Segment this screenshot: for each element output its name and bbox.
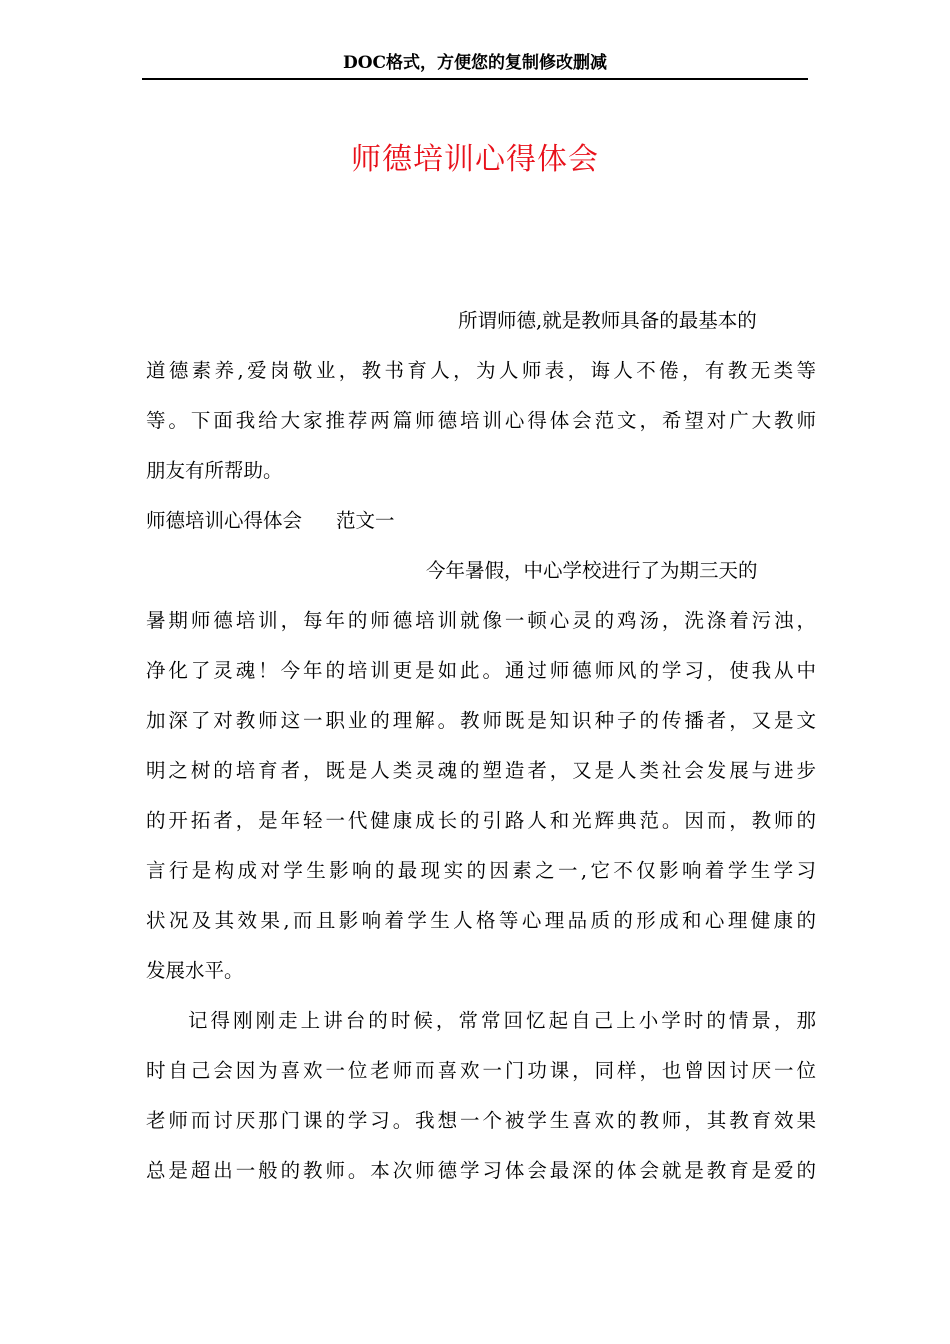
document-body: [146, 296, 816, 1196]
paragraph-line: 明之树的培育者，既是人类灵魂的塑造者，又是人类社会发展与进步: [146, 759, 816, 782]
paragraph-line: 状况及其效果,而且影响着学生人格等心理品质的形成和心理健康的: [146, 909, 816, 932]
paragraph-line: 记得刚刚走上讲台的时候，常常回忆起自己上小学时的情景，那: [188, 1009, 816, 1032]
section-heading: [146, 496, 816, 546]
paragraph-line: 言行是构成对学生影响的最现实的因素之一,它不仅影响着学生学习: [146, 859, 816, 882]
paragraph-line: 暑期师德培训，每年的师德培训就像一顿心灵的鸡汤，洗涤着污浊，: [146, 609, 816, 632]
paragraph-line: 加深了对教师这一职业的理解。教师既是知识种子的传播者，又是文: [146, 709, 816, 732]
paragraph-line: 的开拓者，是年轻一代健康成长的引路人和光辉典范。因而，教师的: [146, 809, 816, 832]
paragraph-line: 总是超出一般的教师。本次师德学习体会最深的体会就是教育是爱的: [146, 1159, 816, 1182]
paragraph-line: 时自己会因为喜欢一位老师而喜欢一门功课，同样，也曾因讨厌一位: [146, 1059, 816, 1082]
document-title: 师德培训心得体会: [351, 142, 599, 177]
intro-line: 道德素养,爱岗敬业，教书育人，为人师表，诲人不倦，有教无类等: [146, 359, 816, 382]
paragraph-line: 发展水平。: [146, 959, 244, 982]
paragraph-line: 老师而讨厌那门课的学习。我想一个被学生喜欢的教师，其教育效果: [146, 1109, 816, 1132]
paragraph-line: 净化了灵魂！今年的培训更是如此。通过师德师风的学习，使我从中: [146, 659, 816, 682]
page-header: DOC格式，方便您的复制修改删减: [342, 53, 608, 73]
intro-line: 等。下面我给大家推荐两篇师德培训心得体会范文，希望对广大教师: [146, 409, 816, 432]
section-heading-title: 师德培训心得体会: [146, 509, 303, 532]
intro-line: 朋友有所帮助。: [146, 459, 283, 482]
header-rule: [142, 78, 808, 80]
paragraph-line: 今年暑假，中心学校进行了为期三天的: [426, 559, 758, 582]
intro-line: 所谓师德,就是教师具备的最基本的: [458, 309, 757, 332]
section-heading-label: 范文一: [336, 509, 395, 532]
